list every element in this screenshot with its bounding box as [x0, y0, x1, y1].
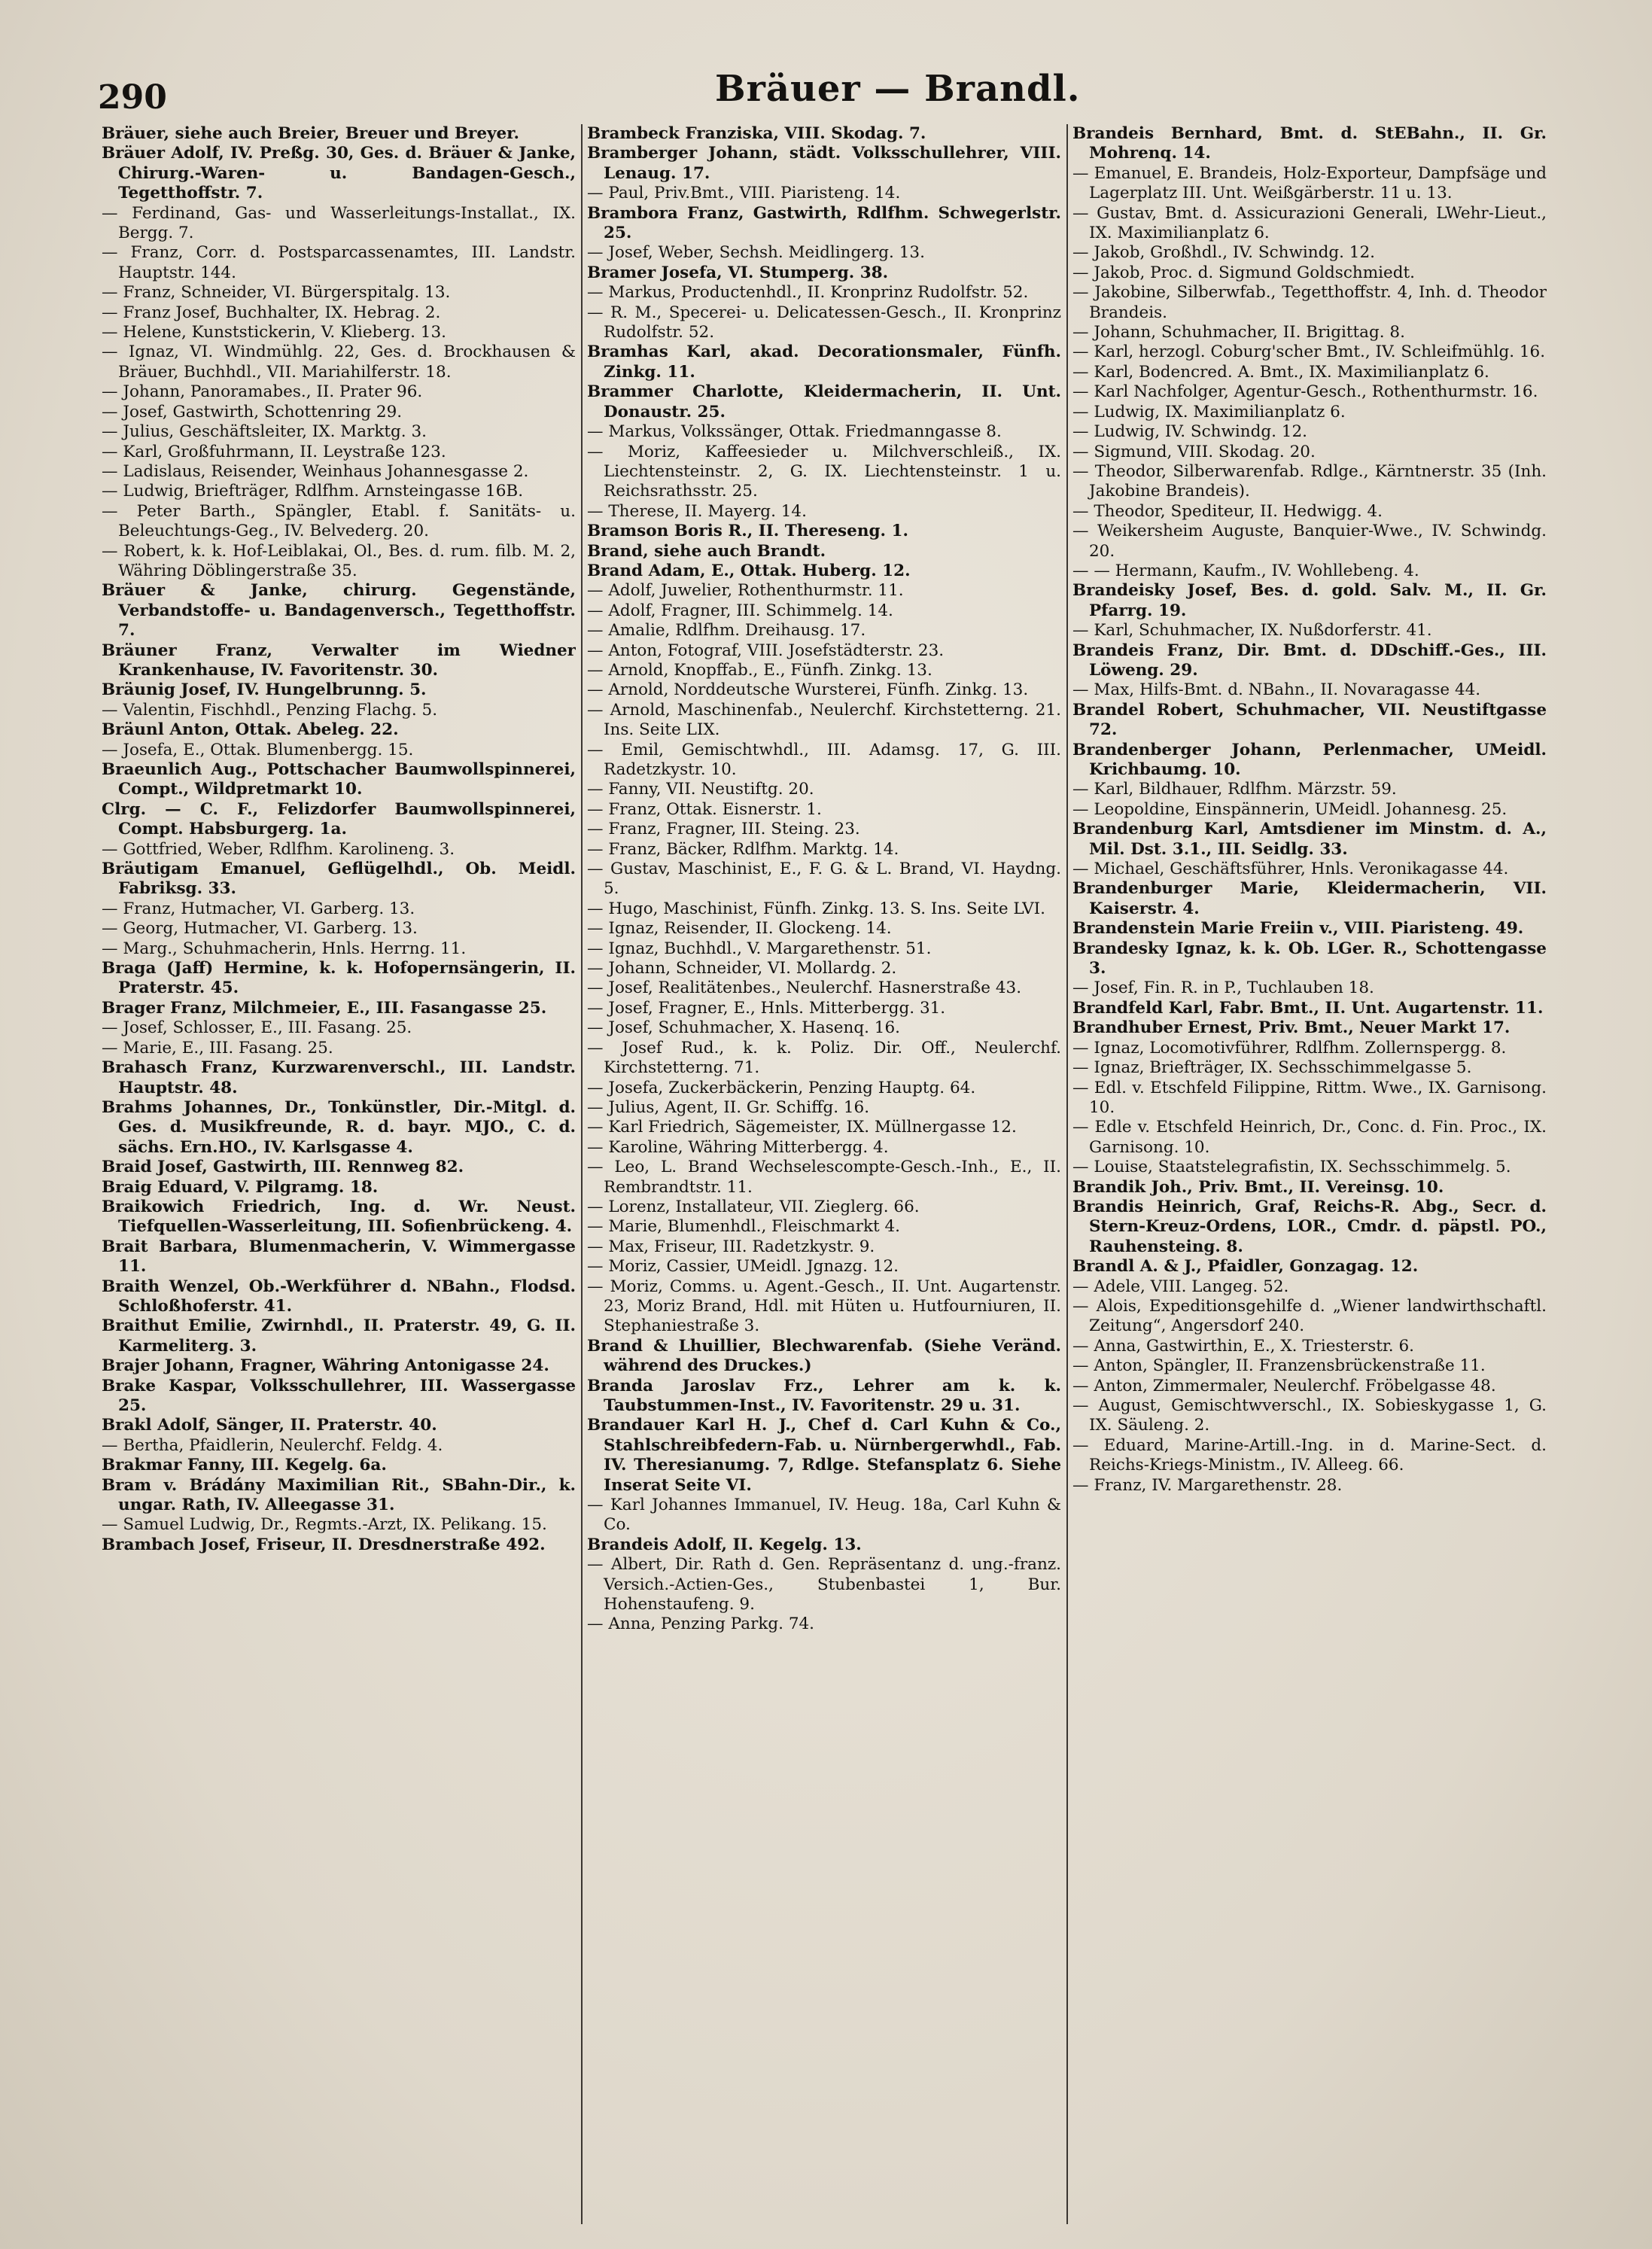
directory-entry: — Franz, Schneider, VI. Bürgerspitalg. 13. [102, 283, 451, 303]
directory-entry: — Paul, Priv.Bmt., VIII. Piaristeng. 14. [587, 184, 901, 203]
directory-entry: Brambach Josef, Friseur, II. Dresdnerstraße 492. [102, 1535, 546, 1554]
directory-entry: Brahms Johannes, Dr., Tonkünstler, Dir.-Mitgl. d. Ges. d. Musikfreunde, R. d. bayr. MJO., C. d. sächs. Ern.HO., IV. Karlsgasse 4. [102, 1097, 576, 1157]
directory-entry: Braga (Jaff) Hermine, k. k. Hofopernsängerin, II. Praterstr. 45. [102, 959, 576, 998]
directory-entry: — Anton, Zimmermaler, Neulerchf. Fröbelgasse 48. [1072, 1376, 1496, 1395]
directory-entry: — Gottfried, Weber, Rdlfhm. Karolineng. 3. [102, 839, 455, 859]
directory-entry: — Josef, Gastwirth, Schottenring 29. [102, 402, 403, 421]
directory-entry: — Arnold, Maschinenfab., Neulerchf. Kirchstetterng. 21. Ins. Seite LIX. [587, 700, 1061, 740]
column-middle [587, 124, 1061, 2232]
directory-entry: Brandfeld Karl, Fabr. Bmt., II. Unt. Augartenstr. 11. [1072, 998, 1544, 1018]
directory-entry: Braig Eduard, V. Pilgramg. 18. [102, 1177, 379, 1197]
directory-entry: — Theodor, Silberwarenfab. Rdlge., Kärntnerstr. 35 (Inh. Jakobine Brandeis). [1072, 461, 1547, 501]
column-divider [1066, 124, 1068, 2224]
directory-entry: Brakmar Fanny, III. Kegelg. 6a. [102, 1456, 387, 1475]
directory-entry: — Julius, Agent, II. Gr. Schiffg. 16. [587, 1097, 870, 1117]
directory-entry: — Albert, Dir. Rath d. Gen. Repräsentanz d. ung.-franz. Versich.-Actien-Ges., Stubenbastei 1, Bur. Hohenstaufeng. 9. [587, 1555, 1061, 1614]
directory-entry: — Ignaz, Locomotivführer, Rdlfhm. Zollernspergg. 8. [1072, 1038, 1507, 1058]
directory-entry: — Robert, k. k. Hof-Leiblakai, Ol., Bes. d. rum. filb. M. 2, Währing Döblingerstraße 35. [102, 541, 576, 580]
directory-entry: — Josefa, Zuckerbäckerin, Penzing Hauptg. 64. [587, 1078, 976, 1097]
directory-entry: — Franz, Fragner, III. Steing. 23. [587, 820, 860, 839]
directory-entry: — Josef, Schlosser, E., III. Fasang. 25. [102, 1018, 412, 1038]
directory-entry: Brandeisky Josef, Bes. d. gold. Salv. M., II. Gr. Pfarrg. 19. [1072, 581, 1547, 620]
directory-entry: — Ludwig, IV. Schwindg. 12. [1072, 422, 1307, 442]
directory-entry: — Peter Barth., Spängler, Etabl. f. Sanitäts- u. Beleuchtungs-Geg., IV. Belvederg. 20. [102, 501, 576, 541]
column-left [102, 124, 576, 2232]
directory-entry: Brandauer Karl H. J., Chef d. Carl Kuhn & Co., Stahlschreibfedern-Fab. u. Nürnbergerwhdl., Fab. IV. Theresianumg. 7, Rdlge. Stefansplatz 6. Siehe Inserat Seite VI. [587, 1416, 1061, 1495]
directory-entry: — Jakob, Proc. d. Sigmund Goldschmiedt. [1072, 263, 1415, 282]
directory-entry: Brandenburg Karl, Amtsdiener im Minstm. d. A., Mil. Dst. 3.1., III. Seidlg. 33. [1072, 820, 1547, 859]
directory-entry: — Michael, Geschäftsführer, Hnls. Veronikagasse 44. [1072, 860, 1509, 879]
directory-entry: Brait Barbara, Blumenmacherin, V. Wimmergasse 11. [102, 1237, 576, 1277]
directory-entry: Braid Josef, Gastwirth, III. Rennweg 82. [102, 1158, 464, 1177]
directory-entry: — Josef Rud., k. k. Poliz. Dir. Off., Neulerchf. Kirchstetterng. 71. [587, 1038, 1061, 1078]
directory-entry: Bräuer Adolf, IV. Preßg. 30, Ges. d. Bräuer & Janke, Chirurg.-Waren- u. Bandagen-Gesch., Tegetthoffstr. 7. [102, 144, 576, 203]
directory-entry: — Sigmund, VIII. Skodag. 20. [1072, 442, 1316, 461]
directory-entry: — Josef, Weber, Sechsh. Meidlingerg. 13. [587, 243, 925, 263]
directory-entry: — Ignaz, Briefträger, IX. Sechsschimmelgasse 5. [1072, 1058, 1472, 1078]
directory-entry: — Franz Josef, Buchhalter, IX. Hebrag. 2. [102, 303, 441, 322]
directory-entry: — Amalie, Rdlfhm. Dreihausg. 17. [587, 621, 866, 641]
directory-entry: — Franz, Corr. d. Postsparcassenamtes, III. Landstr. Hauptstr. 144. [102, 243, 576, 282]
directory-entry: — Fanny, VII. Neustiftg. 20. [587, 780, 814, 799]
directory-entry: — Josef, Fin. R. in P., Tuchlauben 18. [1072, 978, 1374, 998]
directory-entry: — Marg., Schuhmacherin, Hnls. Herrng. 11. [102, 939, 467, 958]
directory-entry: Brandenburger Marie, Kleidermacherin, VII. Kaiserstr. 4. [1072, 879, 1547, 918]
directory-entry: — Karl, herzogl. Coburg'scher Bmt., IV. Schleifmühlg. 16. [1072, 342, 1546, 362]
directory-entry: Brand, siehe auch Brandt. [587, 541, 826, 561]
directory-entry: Bramhas Karl, akad. Decorationsmaler, Fünfh. Zinkg. 11. [587, 342, 1061, 382]
directory-entry: — Adolf, Juwelier, Rothenthurmstr. 11. [587, 581, 904, 601]
directory-entry: — Ignaz, Reisender, II. Glockeng. 14. [587, 919, 892, 939]
directory-entry: Brandesky Ignaz, k. k. Ob. LGer. R., Schottengasse 3. [1072, 939, 1547, 978]
directory-entry: — Samuel Ludwig, Dr., Regmts.-Arzt, IX. Pelikang. 15. [102, 1515, 547, 1535]
directory-entry: Brandenberger Johann, Perlenmacher, UMeidl. Krichbaumg. 10. [1072, 740, 1547, 779]
directory-entry: — Franz, Hutmacher, VI. Garberg. 13. [102, 899, 415, 918]
directory-entry: — Moriz, Kaffeesieder u. Milchverschleiß., IX. Liechtensteinstr. 2, G. IX. Liechtensteinstr. 1 u. Reichsrathsstr. 25. [587, 442, 1061, 501]
page-number: 290 [98, 78, 167, 117]
directory-entry: Brambora Franz, Gastwirth, Rdlfhm. Schwegerlstr. 25. [587, 203, 1061, 243]
directory-entry: — Franz, Bäcker, Rdlfhm. Marktg. 14. [587, 839, 899, 859]
directory-entry: — Karl, Bodencred. A. Bmt., IX. Maximilianplatz 6. [1072, 362, 1489, 382]
directory-entry: — Ludwig, Briefträger, Rdlfhm. Arnsteingasse 16B. [102, 482, 524, 501]
directory-entry: Braith Wenzel, Ob.-Werkführer d. NBahn., Flodsd. Schloßhoferstr. 41. [102, 1277, 576, 1316]
directory-entry: Brahasch Franz, Kurzwarenverschl., III. Landstr. Hauptstr. 48. [102, 1058, 576, 1097]
directory-entry: Brandik Joh., Priv. Bmt., II. Vereinsg. 10. [1072, 1177, 1444, 1197]
directory-entry: — Markus, Productenhdl., II. Kronprinz Rudolfstr. 52. [587, 283, 1029, 303]
directory-entry: — Marie, Blumenhdl., Fleischmarkt 4. [587, 1217, 900, 1237]
directory-entry: Brand & Lhuillier, Blechwarenfab. (Siehe Veränd. während des Druckes.) [587, 1336, 1061, 1376]
directory-entry: Brakl Adolf, Sänger, II. Praterstr. 40. [102, 1416, 437, 1435]
directory-entry: — Moriz, Comms. u. Agent.-Gesch., II. Unt. Augartenstr. 23, Moriz Brand, Hdl. mit Hüten u. Hutfourniuren, II. Stephaniestraße 3. [587, 1277, 1061, 1336]
directory-entry: Brandel Robert, Schuhmacher, VII. Neustiftgasse 72. [1072, 700, 1547, 740]
directory-entry: — Anna, Gastwirthin, E., X. Triesterstr. 6. [1072, 1336, 1414, 1356]
directory-entry: — Leopoldine, Einspännerin, UMeidl. Johannesg. 25. [1072, 799, 1507, 819]
column-right [1072, 124, 1547, 2232]
directory-entry: — Max, Friseur, III. Radetzkystr. 9. [587, 1237, 875, 1256]
directory-entry: — Karl, Schuhmacher, IX. Nußdorferstr. 41. [1072, 621, 1432, 641]
directory-entry: — Anton, Fotograf, VIII. Josefstädterstr. 23. [587, 641, 945, 660]
directory-entry: — Josef, Fragner, E., Hnls. Mitterbergg. 31. [587, 998, 946, 1018]
directory-entry: Bräunig Josef, IV. Hungelbrunng. 5. [102, 680, 427, 700]
directory-entry: Bräuer & Janke, chirurg. Gegenstände, Verbandstoffe- u. Bandagenversch., Tegetthoffstr. 7. [102, 581, 576, 641]
directory-entry: — Karl, Bildhauer, Rdlfhm. Märzstr. 59. [1072, 780, 1397, 799]
directory-entry: — Georg, Hutmacher, VI. Garberg. 13. [102, 919, 418, 939]
directory-entry: Brandeis Adolf, II. Kegelg. 13. [587, 1535, 862, 1554]
directory-entry: — Weikersheim Auguste, Banquier-Wwe., IV. Schwindg. 20. [1072, 522, 1547, 561]
directory-entry: — Emil, Gemischtwhdl., III. Adamsg. 17, G. III. Radetzkystr. 10. [587, 740, 1061, 779]
directory-entry: Bräuer, siehe auch Breier, Breuer und Breyer. [102, 124, 520, 143]
directory-entry: Brajer Johann, Fragner, Währing Antonigasse 24. [102, 1356, 549, 1376]
directory-entry: — Anna, Penzing Parkg. 74. [587, 1614, 815, 1634]
directory-entry: Bram v. Brádány Maximilian Rit., SBahn-Dir., k. ungar. Rath, IV. Alleegasse 31. [102, 1475, 576, 1515]
directory-entry: — Theodor, Spediteur, II. Hedwigg. 4. [1072, 501, 1383, 521]
directory-entry: — Adolf, Fragner, III. Schimmelg. 14. [587, 601, 893, 620]
directory-entry: — Markus, Volkssänger, Ottak. Friedmanngasse 8. [587, 422, 1002, 442]
directory-entry: Braikowich Friedrich, Ing. d. Wr. Neust. Tiefquellen-Wasserleitung, III. Sofienbrückeng. 4. [102, 1197, 576, 1237]
directory-entry: Branda Jaroslav Frz., Lehrer am k. k. Taubstummen-Inst., IV. Favoritenstr. 29 u. 31. [587, 1376, 1061, 1415]
directory-entry: Brager Franz, Milchmeier, E., III. Fasangasse 25. [102, 998, 547, 1018]
directory-entry: — Johann, Panoramabes., II. Prater 96. [102, 382, 423, 402]
directory-entry: — Helene, Kunststickerin, V. Klieberg. 13. [102, 323, 446, 342]
directory-entry: — Louise, Staatstelegrafistin, IX. Sechsschimmelg. 5. [1072, 1158, 1511, 1177]
directory-entry: Bramberger Johann, städt. Volksschullehrer, VIII. Lenaug. 17. [587, 144, 1061, 183]
directory-entry: — Ignaz, Buchhdl., V. Margarethenstr. 51. [587, 939, 932, 958]
directory-entry: Bramson Boris R., II. Thereseng. 1. [587, 522, 908, 541]
directory-entry: — Johann, Schneider, VI. Mollardg. 2. [587, 959, 897, 978]
directory-entry: — Ferdinand, Gas- und Wasserleitungs-Installat., IX. Bergg. 7. [102, 203, 576, 243]
directory-entry: — Hugo, Maschinist, Fünfh. Zinkg. 13. S. Ins. Seite LVI. [587, 899, 1046, 918]
directory-entry: — Lorenz, Installateur, VII. Zieglerg. 66. [587, 1197, 920, 1216]
directory-entry: — Arnold, Knopffab., E., Fünfh. Zinkg. 13. [587, 660, 932, 680]
directory-entry: Brand Adam, E., Ottak. Huberg. 12. [587, 561, 911, 580]
directory-entry: — Leo, L. Brand Wechselescompte-Gesch.-Inh., E., II. Rembrandtstr. 11. [587, 1158, 1061, 1197]
directory-entry: Brake Kaspar, Volksschullehrer, III. Wassergasse 25. [102, 1376, 576, 1415]
directory-entry: — Edl. v. Etschfeld Filippine, Rittm. Wwe., IX. Garnisong. 10. [1072, 1078, 1547, 1117]
directory-entry: — Anton, Spängler, II. Franzensbrückenstraße 11. [1072, 1356, 1486, 1376]
directory-entry: Braithut Emilie, Zwirnhdl., II. Praterstr. 49, G. II. Karmeliterg. 3. [102, 1316, 576, 1356]
directory-entry: — Ignaz, VI. Windmühlg. 22, Ges. d. Brockhausen & Bräuer, Buchhdl., VII. Mariahilferstr. 18. [102, 342, 576, 382]
directory-entry: — Josef, Schuhmacher, X. Hasenq. 16. [587, 1018, 900, 1038]
directory-entry: — Marie, E., III. Fasang. 25. [102, 1038, 333, 1058]
directory-entry: — Gustav, Maschinist, E., F. G. & L. Brand, VI. Haydng. 5. [587, 860, 1061, 899]
directory-entry: Brandis Heinrich, Graf, Reichs-R. Abg., Secr. d. Stern-Kreuz-Ordens, LOR., Cmdr. d. päpstl. PO., Rauhensteing. 8. [1072, 1197, 1547, 1256]
directory-entry: — Max, Hilfs-Bmt. d. NBahn., II. Novaragasse 44. [1072, 680, 1481, 700]
directory-entry: Brandl A. & J., Pfaidler, Gonzagag. 12. [1072, 1257, 1419, 1277]
directory-entry: — Edle v. Etschfeld Heinrich, Dr., Conc. d. Fin. Proc., IX. Garnisong. 10. [1072, 1118, 1547, 1157]
directory-entry: — Jakobine, Silberwfab., Tegetthoffstr. 4, Inh. d. Theodor Brandeis. [1072, 283, 1547, 322]
directory-entry: — Karl, Großfuhrmann, II. Leystraße 123. [102, 442, 446, 461]
directory-entry: Bräunl Anton, Ottak. Abeleg. 22. [102, 720, 399, 740]
directory-entry: — Karl Friedrich, Sägemeister, IX. Müllnergasse 12. [587, 1118, 1017, 1137]
directory-entry: — Johann, Schuhmacher, II. Brigittag. 8. [1072, 323, 1405, 342]
directory-entry: Brandeis Bernhard, Bmt. d. StEBahn., II. Gr. Mohrenq. 14. [1072, 124, 1547, 163]
directory-entry: — Gustav, Bmt. d. Assicurazioni Generali, LWehr-Lieut., IX. Maximilianplatz 6. [1072, 203, 1547, 243]
directory-entry: Bramer Josefa, VI. Stumperg. 38. [587, 263, 889, 282]
directory-entry: Brandeis Franz, Dir. Bmt. d. DDschiff.-Ges., III. Löweng. 29. [1072, 641, 1547, 680]
directory-entry: — Karl Johannes Immanuel, IV. Heug. 18a, Carl Kuhn & Co. [587, 1496, 1061, 1535]
directory-entry: — Alois, Expeditionsgehilfe d. „Wiener landwirthschaftl. Zeitung“, Angersdorf 240. [1072, 1296, 1547, 1336]
directory-entry: Brandenstein Marie Freiin v., VIII. Piaristeng. 49. [1072, 919, 1524, 939]
directory-entry: Brammer Charlotte, Kleidermacherin, II. Unt. Donaustr. 25. [587, 382, 1061, 421]
page-header [98, 60, 1573, 120]
directory-entry: Brambeck Franziska, VIII. Skodag. 7. [587, 124, 926, 143]
directory-entry: — Bertha, Pfaidlerin, Neulerchf. Feldg. 4. [102, 1435, 443, 1455]
directory-entry: Clrg. — C. F., Felizdorfer Baumwollspinnerei, Compt. Habsburgerg. 1a. [102, 799, 576, 839]
directory-entry: — Valentin, Fischhdl., Penzing Flachg. 5. [102, 700, 438, 720]
directory-entry: Bräutigam Emanuel, Geflügelhdl., Ob. Meidl. Fabriksg. 33. [102, 860, 576, 899]
directory-columns [102, 124, 1569, 2232]
directory-entry: — Adele, VIII. Langeg. 52. [1072, 1277, 1289, 1296]
directory-entry: — Josefa, E., Ottak. Blumenbergg. 15. [102, 740, 414, 759]
directory-entry: — Arnold, Norddeutsche Wursterei, Fünfh. Zinkg. 13. [587, 680, 1029, 700]
directory-entry: — Josef, Realitätenbes., Neulerchf. Hasnerstraße 43. [587, 978, 1022, 998]
running-head: Bräuer — Brandl. [715, 68, 1081, 110]
directory-entry: — Karl Nachfolger, Agentur-Gesch., Rothenthurmstr. 16. [1072, 382, 1538, 402]
directory-entry: — Jakob, Großhdl., IV. Schwindg. 12. [1072, 243, 1375, 263]
directory-entry: — August, Gemischtwverschl., IX. Sobieskygasse 1, G. IX. Säuleng. 2. [1072, 1396, 1547, 1435]
directory-entry: — — Hermann, Kaufm., IV. Wohllebeng. 4. [1072, 561, 1419, 580]
directory-entry: — Julius, Geschäftsleiter, IX. Marktg. 3. [102, 422, 427, 442]
directory-entry: — Ludwig, IX. Maximilianplatz 6. [1072, 402, 1346, 421]
directory-entry: — R. M., Specerei- u. Delicatessen-Gesch., II. Kronprinz Rudolfstr. 52. [587, 303, 1061, 342]
directory-entry: — Therese, II. Mayerg. 14. [587, 501, 807, 521]
directory-entry: — Moriz, Cassier, UMeidl. Jgnazg. 12. [587, 1257, 899, 1277]
directory-entry: — Franz, IV. Margarethenstr. 28. [1072, 1475, 1343, 1495]
directory-entry: Braeunlich Aug., Pottschacher Baumwollspinnerei, Compt., Wildpretmarkt 10. [102, 760, 576, 799]
directory-entry: Brandhuber Ernest, Priv. Bmt., Neuer Markt 17. [1072, 1018, 1511, 1038]
directory-entry: — Ladislaus, Reisender, Weinhaus Johannesgasse 2. [102, 461, 529, 481]
column-divider [581, 124, 583, 2224]
directory-entry: — Karoline, Währing Mitterbergg. 4. [587, 1137, 889, 1157]
directory-entry: — Franz, Ottak. Eisnerstr. 1. [587, 799, 822, 819]
directory-entry: Bräuner Franz, Verwalter im Wiedner Krankenhause, IV. Favoritenstr. 30. [102, 641, 576, 680]
directory-entry: — Eduard, Marine-Artill.-Ing. in d. Marine-Sect. d. Reichs-Kriegs-Ministm., IV. Alleeg. 66. [1072, 1435, 1547, 1475]
directory-entry: — Emanuel, E. Brandeis, Holz-Exporteur, Dampfsäge und Lagerplatz III. Unt. Weißgärberstr. 11 u. 13. [1072, 163, 1547, 203]
